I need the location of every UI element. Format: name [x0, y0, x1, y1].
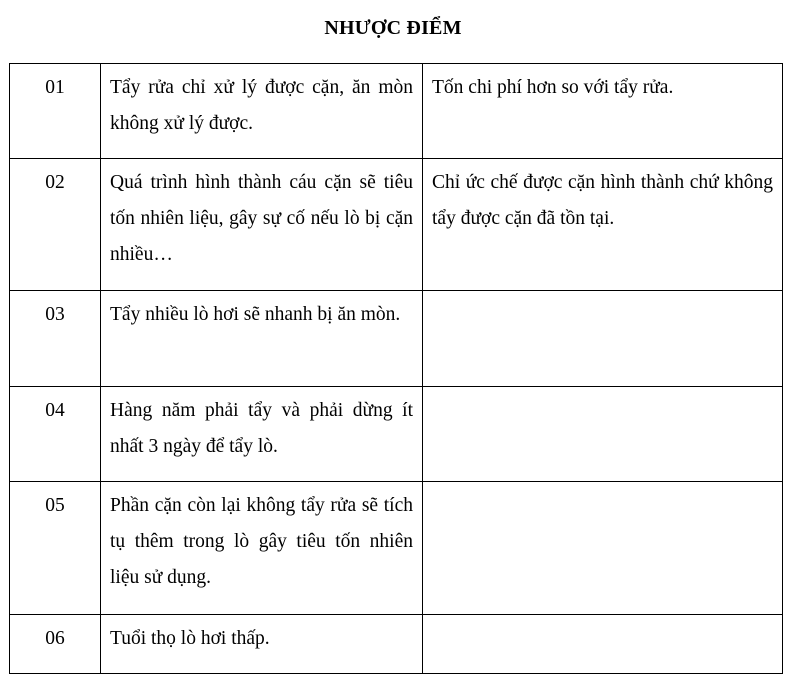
table-cell: Tẩy nhiều lò hơi sẽ nhanh bị ăn mòn.	[101, 291, 423, 387]
table-cell: Chỉ ức chế được cặn hình thành chứ không tẩy được cặn đã tồn tại.	[423, 159, 783, 291]
table-row	[10, 482, 783, 615]
table-cell: Tốn chi phí hơn so với tẩy rửa.	[423, 64, 783, 159]
table-row	[10, 159, 783, 291]
row-number: 01	[10, 64, 101, 159]
table-cell: Phần cặn còn lại không tẩy rửa sẽ tích tụ thêm trong lò gây tiêu tốn nhiên liệu sử dụng.	[101, 482, 423, 615]
table-cell: Tuổi thọ lò hơi thấp.	[101, 615, 423, 674]
table-cell	[423, 291, 783, 387]
table-row	[10, 387, 783, 482]
row-number: 05	[10, 482, 101, 615]
table-row	[10, 291, 783, 387]
table-row	[10, 615, 783, 674]
table-cell	[423, 482, 783, 615]
comparison-table	[9, 63, 783, 674]
row-number: 06	[10, 615, 101, 674]
table-cell: Quá trình hình thành cáu cặn sẽ tiêu tốn nhiên liệu, gây sự cố nếu lò bị cặn nhiều…	[101, 159, 423, 291]
table-cell	[423, 615, 783, 674]
row-number: 03	[10, 291, 101, 387]
table-cell	[423, 387, 783, 482]
row-number: 02	[10, 159, 101, 291]
table-cell: Hàng năm phải tẩy và phải dừng ít nhất 3 ngày để tẩy lò.	[101, 387, 423, 482]
table-row	[10, 64, 783, 159]
table-cell: Tẩy rửa chỉ xử lý được cặn, ăn mòn không xử lý được.	[101, 64, 423, 159]
document-title: NHƯỢC ĐIỂM	[324, 17, 462, 39]
row-number: 04	[10, 387, 101, 482]
